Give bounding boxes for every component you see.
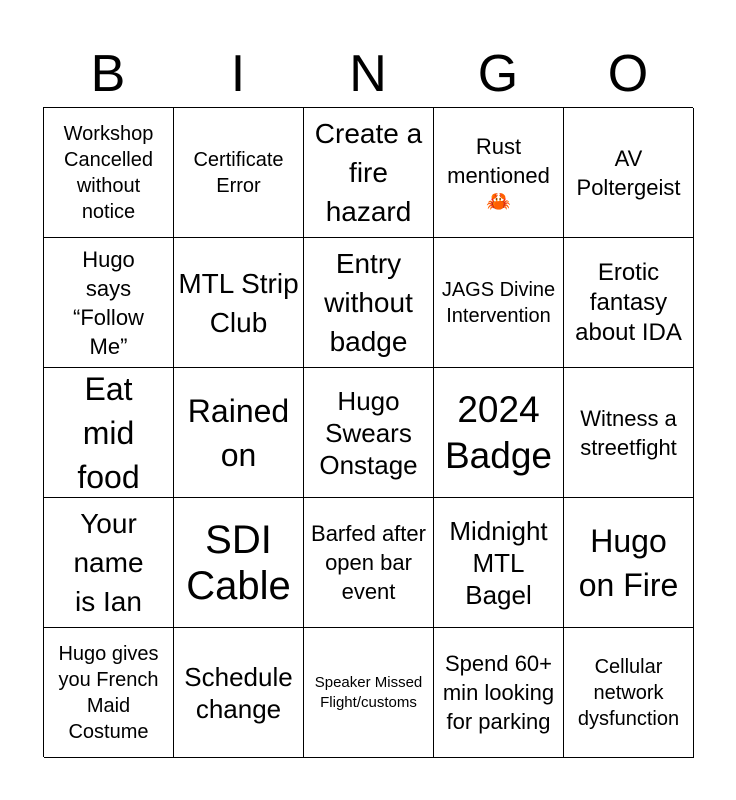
cell-label: Speaker Missed Flight/customs <box>314 673 423 711</box>
bingo-cell[interactable] <box>304 238 434 368</box>
cell-label: Entry without badge <box>324 248 413 357</box>
cell-label: JAGS Divine Intervention <box>441 278 556 327</box>
cell-label: Erotic fantasy about IDA <box>575 258 682 346</box>
cell-label: Hugo gives you French Maid Costume <box>58 642 159 743</box>
cell-label: 2024 Badge <box>445 388 552 476</box>
bingo-cell[interactable] <box>44 498 174 628</box>
bingo-cell[interactable] <box>434 108 564 238</box>
bingo-cell[interactable] <box>304 498 434 628</box>
bingo-cell[interactable] <box>564 628 694 758</box>
cell-label: Eat mid food <box>77 370 140 495</box>
header-letter-g: G <box>477 45 519 103</box>
cell-label: Create a fire hazard <box>314 118 423 227</box>
bingo-cell[interactable] <box>44 238 174 368</box>
bingo-cell[interactable] <box>44 628 174 758</box>
cell-label: Workshop Cancelled without notice <box>63 122 154 223</box>
header-letter-n: N <box>349 45 387 103</box>
bingo-cell[interactable] <box>434 628 564 758</box>
cell-label: Spend 60+ min looking for parking <box>442 651 555 734</box>
cell-label: Hugo Swears Onstage <box>319 385 418 480</box>
bingo-cell[interactable] <box>304 628 434 758</box>
crab-icon: 🦀 <box>486 190 511 213</box>
cell-label: Midnight MTL Bagel <box>449 515 548 610</box>
bingo-cell[interactable] <box>174 498 304 628</box>
bingo-cell[interactable] <box>434 368 564 498</box>
cell-label: Certificate Error <box>193 148 284 197</box>
bingo-cell[interactable] <box>564 498 694 628</box>
bingo-cell[interactable] <box>434 238 564 368</box>
bingo-cell[interactable] <box>174 238 304 368</box>
cell-label: MTL Strip Club <box>178 267 299 338</box>
header-letter-o: O <box>607 45 649 103</box>
bingo-cell[interactable] <box>44 108 174 238</box>
cell-label: Rained on <box>187 392 290 473</box>
bingo-cell[interactable] <box>174 628 304 758</box>
bingo-cell[interactable] <box>304 108 434 238</box>
bingo-header <box>43 40 693 108</box>
cell-label: Schedule change <box>184 661 293 724</box>
cell-label: Rust mentioned <box>447 133 550 188</box>
cell-label: Hugo on Fire <box>578 522 679 603</box>
bingo-cell[interactable] <box>174 108 304 238</box>
cell-label: AV Poltergeist <box>576 145 681 200</box>
bingo-cell[interactable] <box>434 498 564 628</box>
cell-label: Witness a streetfight <box>580 405 677 460</box>
bingo-cell[interactable] <box>564 238 694 368</box>
bingo-cell[interactable] <box>174 368 304 498</box>
cell-label: SDI Cable <box>186 517 291 608</box>
bingo-cell[interactable] <box>304 368 434 498</box>
bingo-cell[interactable] <box>44 368 174 498</box>
bingo-cell[interactable] <box>564 368 694 498</box>
header-letter-i: I <box>230 45 246 103</box>
bingo-board <box>43 107 693 757</box>
cell-label: Cellular network dysfunction <box>577 655 680 730</box>
cell-label: Your name is Ian <box>73 508 144 617</box>
header-letter-b: B <box>90 45 126 103</box>
cell-label: Hugo says “Follow Me” <box>73 246 144 359</box>
cell-label: Barfed after open bar event <box>311 521 426 604</box>
bingo-cell[interactable] <box>564 108 694 238</box>
